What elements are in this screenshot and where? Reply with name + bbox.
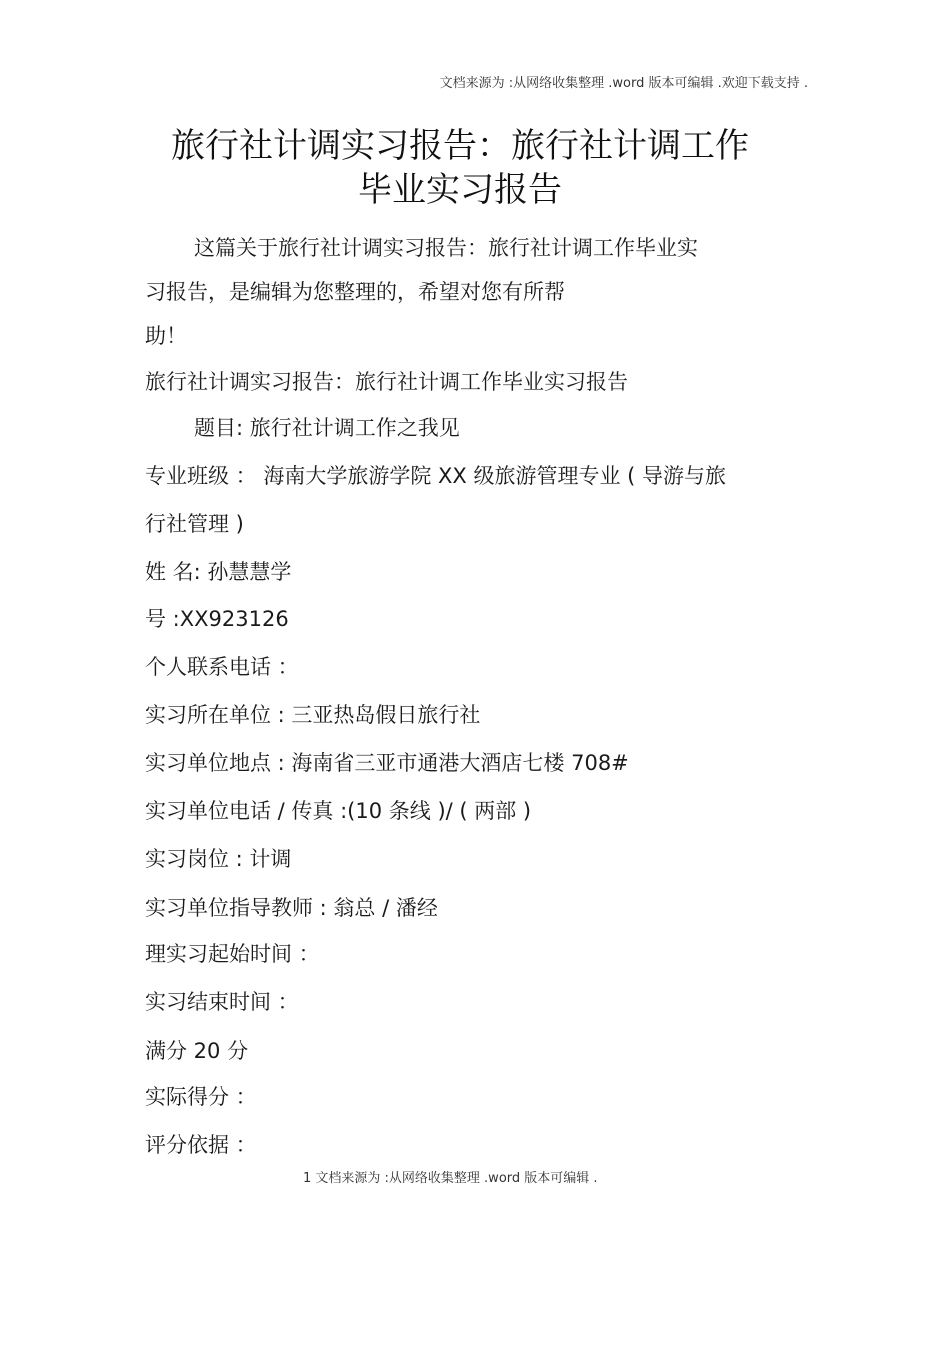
internship-end-time: 实习结束时间 ： xyxy=(145,990,299,1014)
actual-score: 实际得分 ： xyxy=(145,1085,257,1109)
student-id: 号 :XX923126 xyxy=(145,607,289,631)
major-class-line-2: 行社管理 ) xyxy=(145,512,244,536)
document-title-line-2: 毕业实习报告 xyxy=(358,170,562,210)
internship-address: 实习单位地点 : 海南省三亚市通港大酒店七楼 708# xyxy=(145,751,629,775)
topic: 题目: 旅行社计调工作之我见 xyxy=(194,416,460,440)
internship-instructor: 实习单位指导教师 : 翁总 / 潘经 xyxy=(145,896,438,920)
internship-start-time: 理实习起始时间 ： xyxy=(145,942,320,966)
subtitle: 旅行社计调实习报告：旅行社计调工作毕业实习报告 xyxy=(145,370,628,394)
student-name: 姓 名: 孙慧慧学 xyxy=(145,560,292,584)
header-source-note: 文档来源为 :从网络收集整理 .word 版本可编辑 .欢迎下载支持 . xyxy=(439,76,808,91)
major-class-line-1: 专业班级 ： 海南大学旅游学院 XX 级旅游管理专业 ( 导游与旅 xyxy=(145,464,727,488)
scoring-basis: 评分依据 ： xyxy=(145,1133,257,1157)
personal-phone: 个人联系电话 ： xyxy=(145,655,299,679)
document-title-line-1: 旅行社计调实习报告：旅行社计调工作 xyxy=(171,126,749,166)
full-score: 满分 20 分 xyxy=(145,1039,249,1063)
internship-unit: 实习所在单位 : 三亚热岛假日旅行社 xyxy=(145,703,481,727)
intro-line-3: 助！ xyxy=(145,324,187,348)
intro-line-1: 这篇关于旅行社计调实习报告：旅行社计调工作毕业实 xyxy=(194,236,698,260)
footer-page-note: 1 文档来源为 :从网络收集整理 .word 版本可编辑 . xyxy=(303,1171,598,1186)
internship-position: 实习岗位 : 计调 xyxy=(145,847,292,871)
internship-unit-phone: 实习单位电话 / 传真 :(10 条线 )/ ( 两部 ) xyxy=(145,799,532,823)
intro-line-2: 习报告，是编辑为您整理的，希望对您有所帮 xyxy=(145,280,565,304)
